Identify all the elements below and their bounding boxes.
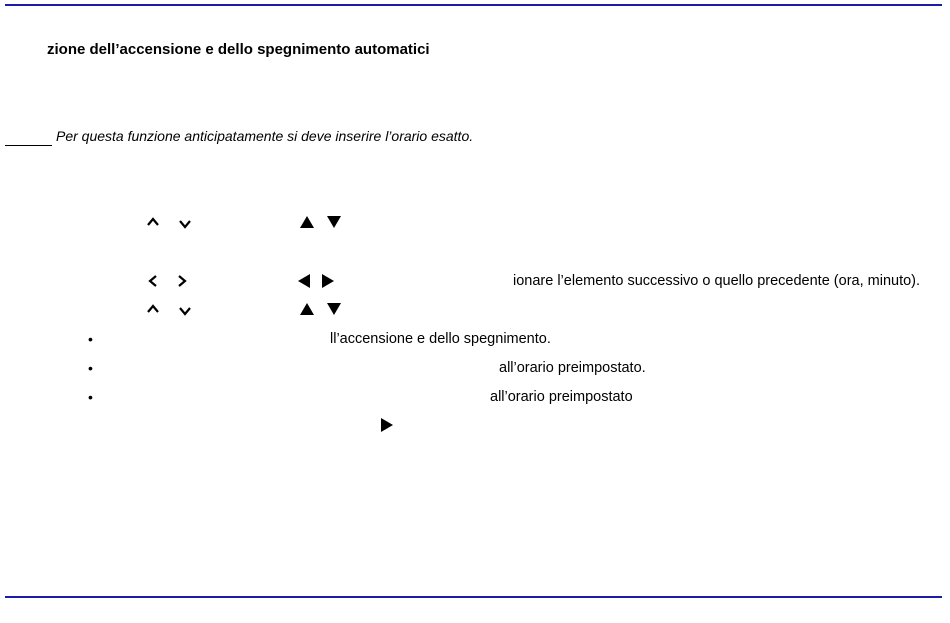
triangle-right-icon: [321, 274, 335, 288]
bottom-divider: [5, 596, 942, 598]
chevron-right-icon: [175, 274, 189, 288]
triangle-down-icon: [327, 302, 341, 316]
chevron-up-icon: [146, 215, 160, 229]
bullet-marker: •: [88, 360, 93, 376]
note-text: Per questa funzione anticipatamente si deve inserire l’orario esatto.: [56, 128, 474, 144]
triangle-down-icon: [327, 215, 341, 229]
step-text: ionare l’elemento successivo o quello precedente (ora, minuto).: [513, 273, 921, 289]
chevron-down-icon: [178, 217, 192, 231]
triangle-right-icon: [380, 418, 394, 432]
triangle-left-icon: [297, 274, 311, 288]
bullet-item: all’orario preimpostato: [490, 389, 633, 405]
chevron-down-icon: [178, 304, 192, 318]
top-divider: [5, 4, 942, 6]
triangle-up-icon: [300, 215, 314, 229]
triangle-up-icon: [300, 302, 314, 316]
chevron-left-icon: [146, 274, 160, 288]
section-title: zione dell’accensione e dello spegnimento automatici: [47, 41, 430, 58]
bullet-item: all’orario preimpostato.: [499, 360, 646, 376]
chevron-up-icon: [146, 302, 160, 316]
note-underline: [5, 145, 52, 146]
bullet-marker: •: [88, 331, 93, 347]
bullet-item: ll’accensione e dello spegnimento.: [330, 331, 551, 347]
bullet-marker: •: [88, 389, 93, 405]
